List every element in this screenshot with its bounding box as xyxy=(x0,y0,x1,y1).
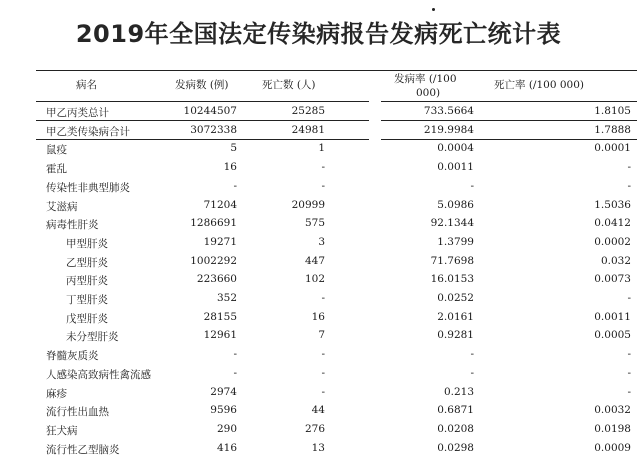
deaths-value: 13 xyxy=(311,441,325,454)
deaths-value: - xyxy=(321,348,325,361)
cases-value: 416 xyxy=(216,441,237,454)
deaths-value: - xyxy=(321,385,325,398)
header-mortality: 死亡率 (/100 000) xyxy=(494,79,584,91)
table-row xyxy=(0,383,637,402)
deaths-value: 3 xyxy=(318,235,325,248)
deaths-value: - xyxy=(321,292,325,304)
table-row xyxy=(0,196,637,215)
deaths-value: 575 xyxy=(304,217,325,230)
deaths-value: - xyxy=(321,179,325,192)
incidence-value: 733.5664 xyxy=(423,105,474,117)
mortality-value: - xyxy=(627,385,631,398)
deaths-value: 44 xyxy=(311,404,325,417)
deaths-value: 25285 xyxy=(291,105,325,117)
table-row xyxy=(0,139,637,158)
disease-name: 流行性乙型脑炎 xyxy=(46,443,120,456)
cases-value: 1002292 xyxy=(190,254,237,267)
deaths-value: 102 xyxy=(304,273,325,286)
cases-value: 10244507 xyxy=(183,105,237,117)
deaths-value: - xyxy=(321,366,325,379)
header-cases: 发病数 (例) xyxy=(175,79,229,91)
cases-value: 5 xyxy=(230,142,237,155)
incidence-value: 16.0153 xyxy=(430,273,474,286)
table-row xyxy=(0,345,637,364)
cases-value: 28155 xyxy=(203,310,237,323)
decorative-dot xyxy=(432,8,435,11)
incidence-value: - xyxy=(470,366,474,379)
disease-name: 狂犬病 xyxy=(46,424,78,437)
mortality-value: - xyxy=(627,179,631,192)
disease-name: 艾滋病 xyxy=(46,200,78,213)
header-name: 病名 xyxy=(76,79,97,91)
disease-name: 脊髓灰质炎 xyxy=(46,350,99,363)
table-row xyxy=(0,364,637,383)
mortality-value: 0.0005 xyxy=(594,329,631,342)
header-deaths: 死亡数 (人) xyxy=(262,79,316,91)
deaths-value: 7 xyxy=(318,329,325,342)
mortality-value: 0.0009 xyxy=(594,441,631,454)
disease-name: 流行性出血热 xyxy=(46,406,109,419)
table-row xyxy=(0,121,637,140)
deaths-value: 20999 xyxy=(291,198,325,211)
incidence-value: 0.0011 xyxy=(437,161,474,174)
mortality-value: 0.0073 xyxy=(594,273,631,286)
incidence-value: 5.0986 xyxy=(437,198,474,211)
table-row xyxy=(0,439,637,458)
incidence-value: 0.0208 xyxy=(437,422,474,435)
cases-value: 16 xyxy=(223,161,237,174)
disease-name: 戊型肝炎 xyxy=(66,312,108,325)
mortality-value: 0.032 xyxy=(600,254,631,267)
mortality-value: - xyxy=(627,348,631,361)
disease-name: 未分型肝炎 xyxy=(66,331,119,344)
deaths-value: - xyxy=(321,161,325,174)
mortality-value: 1.8105 xyxy=(594,105,631,117)
disease-name: 霍乱 xyxy=(46,163,67,176)
cases-value: - xyxy=(233,179,237,192)
cases-value: 71204 xyxy=(203,198,237,211)
table-row xyxy=(0,214,637,233)
table-row xyxy=(0,289,637,308)
cases-value: 9596 xyxy=(210,404,237,417)
cases-value: 3072338 xyxy=(190,123,237,136)
cases-value: 12961 xyxy=(203,329,237,342)
header-incidence-line2: 000) xyxy=(416,87,441,99)
header-incidence xyxy=(394,72,457,104)
top-rule xyxy=(36,70,637,71)
mortality-value: 0.0412 xyxy=(594,217,631,230)
disease-name: 人感染高致病性禽流感 xyxy=(46,368,151,381)
page-title: 2019年全国法定传染病报告发病死亡统计表 xyxy=(75,20,562,48)
table-row xyxy=(0,270,637,289)
table-row xyxy=(0,308,637,327)
disease-name: 乙型肝炎 xyxy=(66,256,108,269)
cases-value: - xyxy=(233,348,237,361)
deaths-value: 16 xyxy=(311,310,325,323)
mortality-value: 0.0001 xyxy=(594,142,631,155)
table-row xyxy=(0,233,637,252)
mortality-value: - xyxy=(627,292,631,304)
table-row xyxy=(0,102,637,121)
header-incidence-line1: 发病率 (/100 xyxy=(394,73,457,85)
mortality-value: 0.0002 xyxy=(594,235,631,248)
disease-name: 丙型肝炎 xyxy=(66,275,108,288)
disease-name: 鼠疫 xyxy=(46,144,67,157)
cases-value: 2974 xyxy=(210,385,237,398)
disease-name: 麻疹 xyxy=(46,387,67,400)
incidence-value: - xyxy=(470,348,474,361)
deaths-value: 1 xyxy=(318,142,325,155)
incidence-value: 92.1344 xyxy=(430,217,474,230)
disease-name: 丁型肝炎 xyxy=(66,294,108,306)
table-row xyxy=(0,177,637,196)
incidence-value: 219.9984 xyxy=(423,123,474,136)
deaths-value: 276 xyxy=(304,422,325,435)
mortality-value: - xyxy=(627,161,631,174)
mortality-value: 1.7888 xyxy=(594,123,631,136)
cases-value: 19271 xyxy=(203,235,237,248)
incidence-value: 0.9281 xyxy=(437,329,474,342)
mortality-value: 1.5036 xyxy=(594,198,631,211)
disease-name: 甲型肝炎 xyxy=(66,237,108,250)
disease-name: 甲乙丙类总计 xyxy=(46,107,109,119)
cases-value: - xyxy=(233,366,237,379)
table-row xyxy=(0,252,637,271)
cases-value: 352 xyxy=(216,292,237,304)
incidence-value: 2.0161 xyxy=(437,310,474,323)
disease-name: 病毒性肝炎 xyxy=(46,219,99,232)
mortality-value: - xyxy=(627,366,631,379)
table-row xyxy=(0,420,637,439)
incidence-value: 0.0252 xyxy=(437,292,474,304)
incidence-value: - xyxy=(470,179,474,192)
mortality-value: 0.0198 xyxy=(594,422,631,435)
incidence-value: 0.0004 xyxy=(437,142,474,155)
table-row xyxy=(0,401,637,420)
incidence-value: 1.3799 xyxy=(437,235,474,248)
cases-value: 223660 xyxy=(196,273,237,286)
cases-value: 290 xyxy=(216,422,237,435)
incidence-value: 0.6871 xyxy=(437,404,474,417)
mortality-value: 0.0011 xyxy=(594,310,631,323)
table-row xyxy=(0,326,637,345)
table-row xyxy=(0,158,637,177)
incidence-value: 71.7698 xyxy=(430,254,474,267)
incidence-value: 0.0298 xyxy=(437,441,474,454)
mortality-value: 0.0032 xyxy=(594,404,631,417)
disease-name: 甲乙类传染病合计 xyxy=(46,125,130,138)
deaths-value: 447 xyxy=(304,254,325,267)
deaths-value: 24981 xyxy=(291,123,325,136)
cases-value: 1286691 xyxy=(190,217,237,230)
incidence-value: 0.213 xyxy=(443,385,474,398)
disease-name: 传染性非典型肺炎 xyxy=(46,181,130,194)
